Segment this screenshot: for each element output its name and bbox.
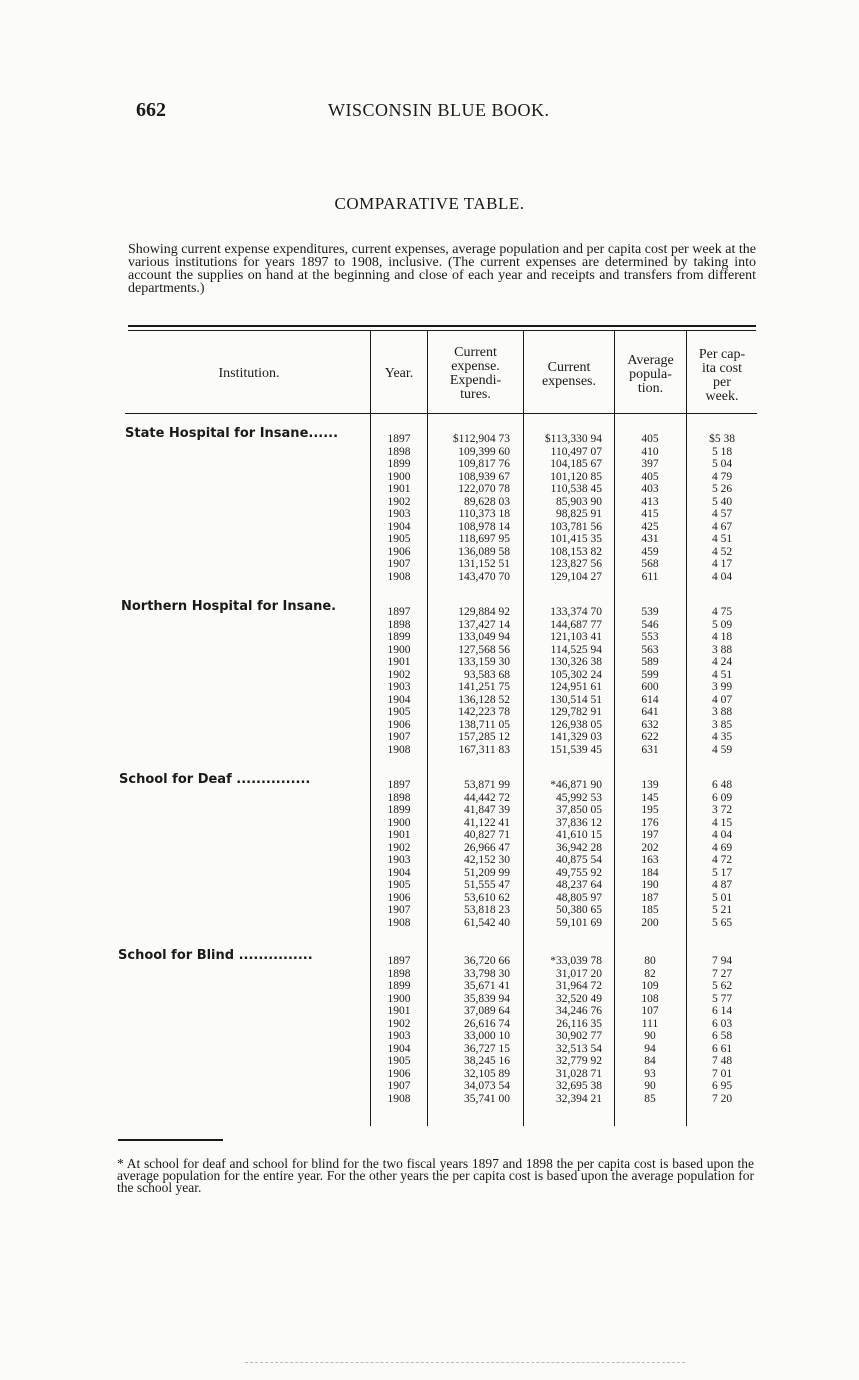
institution-label: State Hospital for Insane...... <box>125 426 339 441</box>
cell-population: 397 <box>641 458 659 470</box>
table-title: COMPARATIVE TABLE. <box>334 194 525 213</box>
column-divider <box>523 331 524 1126</box>
cell-expenses: 37,836 12 <box>556 816 602 829</box>
cell-expenditures: 157,285 12 <box>458 731 510 743</box>
cell-expenditures: 89,628 03 <box>464 495 510 508</box>
cell-expenses: 105,302 24 <box>550 668 602 681</box>
cell-expenses: 98,825 91 <box>556 508 602 520</box>
cell-expenses: 26,116 35 <box>556 1017 602 1030</box>
cell-expenditures: 127,568 56 <box>458 643 510 656</box>
cell-per-capita: 5 65 <box>711 916 733 929</box>
cell-year: 1907 <box>387 731 411 743</box>
cell-population: 108 <box>641 992 659 1005</box>
cell-population: 631 <box>641 743 659 756</box>
cell-per-capita: 4 79 <box>711 470 733 483</box>
cell-year: 1906 <box>387 1067 411 1080</box>
cell-expenses: 123,827 56 <box>550 558 602 570</box>
cell-per-capita: 7 48 <box>711 1055 733 1067</box>
cell-population: 614 <box>641 693 659 706</box>
cell-per-capita: 4 35 <box>711 731 733 743</box>
cell-expenses: 30,902 77 <box>556 1030 602 1042</box>
cell-per-capita: 5 18 <box>711 445 733 458</box>
cell-expenses: 103,781 56 <box>550 520 602 533</box>
institution-label: School for Blind ............... <box>118 948 313 963</box>
cell-population: 195 <box>641 804 659 816</box>
cell-expenditures: 109,817 76 <box>458 458 510 470</box>
cell-expenses: 108,153 82 <box>550 545 602 558</box>
cell-per-capita: 4 07 <box>711 693 733 706</box>
cell-expenditures: 141,251 75 <box>458 681 510 693</box>
cell-per-capita: 4 67 <box>711 520 733 533</box>
cell-population: 431 <box>641 533 659 545</box>
cell-per-capita: 4 24 <box>711 656 733 668</box>
cell-year: 1903 <box>387 508 411 520</box>
cell-expenses: 126,938 05 <box>550 718 602 731</box>
cell-population: 139 <box>641 779 659 791</box>
cell-year: 1897 <box>387 779 411 791</box>
cell-year: 1901 <box>387 1005 411 1017</box>
institution-label: School for Deaf ............... <box>119 772 311 787</box>
cell-expenses: 31,017 20 <box>556 967 602 980</box>
cell-per-capita: 5 01 <box>711 891 733 904</box>
cell-per-capita: 5 21 <box>711 904 733 916</box>
cell-year: 1898 <box>387 618 411 631</box>
cell-year: 1899 <box>387 980 411 992</box>
cell-expenditures: 133,049 94 <box>458 631 510 643</box>
cell-population: 600 <box>641 681 659 693</box>
cell-year: 1908 <box>387 1092 411 1105</box>
cell-per-capita: 6 48 <box>711 779 733 791</box>
cell-population: 163 <box>641 854 659 866</box>
cell-expenditures: 138,711 05 <box>458 718 510 731</box>
cell-population: 197 <box>641 829 659 841</box>
cell-year: 1905 <box>387 533 411 545</box>
cell-expenditures: 122,070 78 <box>458 483 510 495</box>
cell-expenditures: 131,152 51 <box>458 558 510 570</box>
cell-expenses: 48,805 97 <box>556 891 602 904</box>
cell-expenditures: 35,839 94 <box>464 992 510 1005</box>
cell-year: 1897 <box>387 606 411 618</box>
cell-per-capita: 5 26 <box>711 483 733 495</box>
cell-population: 202 <box>641 841 659 854</box>
cell-expenses: 59,101 69 <box>556 916 602 929</box>
cell-expenses: 31,964 72 <box>556 980 602 992</box>
cell-expenditures: 44,442 72 <box>464 791 510 804</box>
cell-population: 425 <box>641 520 659 533</box>
cell-expenses: 32,695 38 <box>556 1080 602 1092</box>
cell-per-capita: 6 09 <box>711 791 733 804</box>
cell-expenses: 124,951 61 <box>550 681 602 693</box>
cell-per-capita: 5 04 <box>711 458 733 470</box>
cell-expenses: 129,104 27 <box>550 570 602 583</box>
cell-population: 611 <box>641 570 659 583</box>
cell-expenses: 32,779 92 <box>556 1055 602 1067</box>
column-divider <box>614 331 615 1126</box>
cell-per-capita: 5 17 <box>711 866 733 879</box>
cell-year: 1901 <box>387 656 411 668</box>
cell-population: 546 <box>641 618 659 631</box>
cell-expenses: 85,903 90 <box>556 495 602 508</box>
cell-per-capita: 7 94 <box>711 955 733 967</box>
cell-population: 568 <box>641 558 659 570</box>
cell-per-capita: 4 15 <box>711 816 733 829</box>
cell-population: 413 <box>641 495 659 508</box>
cell-per-capita: 4 69 <box>711 841 733 854</box>
cell-population: 176 <box>641 816 659 829</box>
cell-population: 84 <box>644 1055 656 1067</box>
cell-population: 190 <box>641 879 659 891</box>
table-top-rule <box>128 325 756 327</box>
cell-expenditures: 109,399 60 <box>458 445 510 458</box>
cell-expenses: 110,538 45 <box>550 483 602 495</box>
cell-expenditures: $112,904 73 <box>452 433 510 445</box>
cell-per-capita: 6 61 <box>711 1042 733 1055</box>
header-expenses: Current expenses. <box>541 360 597 389</box>
cell-year: 1902 <box>387 1017 411 1030</box>
header-expenditures: Current expense. Expendi- tures. <box>449 345 502 402</box>
intro-paragraph: Showing current expense expenditures, current expenses, average population and per capita cost per week at the various institutions for years 1897 to 1908, inclusive. (The current expenses are determined by taking into account the supplies on hand at the beginning and close of each year and receipts and transfers from different departments.) <box>128 242 756 296</box>
cell-expenses: 104,185 67 <box>550 458 602 470</box>
cell-per-capita: 6 95 <box>711 1080 733 1092</box>
cell-per-capita: 4 72 <box>711 854 733 866</box>
cell-per-capita: 4 52 <box>711 545 733 558</box>
cell-expenditures: 108,978 14 <box>458 520 510 533</box>
cell-year: 1901 <box>387 829 411 841</box>
cell-expenditures: 41,847 39 <box>464 804 510 816</box>
cell-population: 107 <box>641 1005 659 1017</box>
cell-year: 1905 <box>387 879 411 891</box>
cell-expenditures: 53,871 99 <box>464 779 510 791</box>
cell-year: 1900 <box>387 992 411 1005</box>
cell-per-capita: 5 40 <box>711 495 733 508</box>
cell-year: 1906 <box>387 718 411 731</box>
cell-per-capita: 3 88 <box>711 706 733 718</box>
cell-expenses: 130,514 51 <box>550 693 602 706</box>
cell-expenditures: 33,000 10 <box>464 1030 510 1042</box>
cell-expenditures: 35,741 00 <box>464 1092 510 1105</box>
cell-year: 1904 <box>387 520 411 533</box>
header-bottom-rule <box>125 413 757 414</box>
cell-expenditures: 33,798 30 <box>464 967 510 980</box>
cell-per-capita: 7 27 <box>711 967 733 980</box>
cell-expenditures: 108,939 67 <box>458 470 510 483</box>
cell-year: 1904 <box>387 866 411 879</box>
cell-population: 185 <box>641 904 659 916</box>
cell-year: 1899 <box>387 631 411 643</box>
cell-population: 93 <box>644 1067 656 1080</box>
cell-per-capita: 4 04 <box>711 570 733 583</box>
cell-expenses: $113,330 94 <box>544 433 602 445</box>
cell-expenses: 121,103 41 <box>550 631 602 643</box>
cell-population: 90 <box>644 1080 656 1092</box>
cell-year: 1907 <box>387 1080 411 1092</box>
cell-population: 539 <box>641 606 659 618</box>
cell-year: 1902 <box>387 495 411 508</box>
cell-per-capita: 3 99 <box>711 681 733 693</box>
cell-per-capita: 4 75 <box>711 606 733 618</box>
header-year: Year. <box>384 366 414 381</box>
cell-population: 80 <box>644 955 656 967</box>
cell-per-capita: 6 03 <box>711 1017 733 1030</box>
cell-population: 90 <box>644 1030 656 1042</box>
cell-per-capita: 4 59 <box>711 743 733 756</box>
cell-per-capita: 4 04 <box>711 829 733 841</box>
cell-expenditures: 34,073 54 <box>464 1080 510 1092</box>
cell-per-capita: 7 01 <box>711 1067 733 1080</box>
cell-year: 1898 <box>387 445 411 458</box>
cell-expenditures: 129,884 92 <box>458 606 510 618</box>
footnote-rule <box>118 1139 223 1141</box>
cell-year: 1900 <box>387 816 411 829</box>
cell-population: 415 <box>641 508 659 520</box>
cell-year: 1902 <box>387 668 411 681</box>
cell-year: 1906 <box>387 545 411 558</box>
cell-per-capita: 4 87 <box>711 879 733 891</box>
cell-year: 1900 <box>387 643 411 656</box>
cell-per-capita: 3 72 <box>711 804 733 816</box>
cell-population: 403 <box>641 483 659 495</box>
cell-expenses: 31,028 71 <box>556 1067 602 1080</box>
cell-population: 632 <box>641 718 659 731</box>
cell-expenses: 101,120 85 <box>550 470 602 483</box>
cell-expenses: 144,687 77 <box>550 618 602 631</box>
cell-expenditures: 51,555 47 <box>464 879 510 891</box>
cell-population: 553 <box>641 631 659 643</box>
cell-expenses: 129,782 91 <box>550 706 602 718</box>
cell-per-capita: 3 88 <box>711 643 733 656</box>
cell-year: 1904 <box>387 693 411 706</box>
cell-year: 1897 <box>387 433 411 445</box>
cell-per-capita: 5 77 <box>711 992 733 1005</box>
cell-expenses: 101,415 35 <box>550 533 602 545</box>
cell-expenses: 32,394 21 <box>556 1092 602 1105</box>
cell-year: 1908 <box>387 570 411 583</box>
cell-expenses: 110,497 07 <box>550 445 602 458</box>
cell-population: 184 <box>641 866 659 879</box>
cell-expenditures: 53,610 62 <box>464 891 510 904</box>
cell-year: 1908 <box>387 916 411 929</box>
cell-expenditures: 53,818 23 <box>464 904 510 916</box>
cell-year: 1905 <box>387 706 411 718</box>
cell-year: 1898 <box>387 791 411 804</box>
cell-expenses: 130,326 38 <box>550 656 602 668</box>
cell-per-capita: 6 14 <box>711 1005 733 1017</box>
cell-expenses: 141,329 03 <box>550 731 602 743</box>
cell-year: 1908 <box>387 743 411 756</box>
header-institution: Institution. <box>218 366 280 381</box>
cell-expenditures: 110,373 18 <box>458 508 510 520</box>
cell-expenditures: 41,122 41 <box>464 816 510 829</box>
cell-expenses: 114,525 94 <box>550 643 602 656</box>
column-divider <box>427 331 428 1126</box>
cell-per-capita: 4 18 <box>711 631 733 643</box>
cell-population: 145 <box>641 791 659 804</box>
cell-year: 1903 <box>387 681 411 693</box>
cell-population: 589 <box>641 656 659 668</box>
cell-per-capita: 4 51 <box>711 533 733 545</box>
institution-label: Northern Hospital for Insane. <box>121 599 337 614</box>
cell-expenses: 45,992 53 <box>556 791 602 804</box>
cell-expenditures: 93,583 68 <box>464 668 510 681</box>
cell-expenses: 133,374 70 <box>550 606 602 618</box>
cell-per-capita: 6 58 <box>711 1030 733 1042</box>
column-divider <box>370 331 371 1126</box>
cell-expenditures: 118,697 95 <box>458 533 510 545</box>
cell-year: 1899 <box>387 804 411 816</box>
cell-year: 1903 <box>387 854 411 866</box>
cell-expenses: *46,871 90 <box>550 779 602 791</box>
cell-year: 1903 <box>387 1030 411 1042</box>
cell-expenses: *33,039 78 <box>550 955 602 967</box>
header-per-capita: Per cap- ita cost per week. <box>698 347 746 404</box>
cell-expenditures: 36,720 66 <box>464 955 510 967</box>
cell-expenditures: 26,966 47 <box>464 841 510 854</box>
cell-year: 1907 <box>387 558 411 570</box>
cell-population: 459 <box>641 545 659 558</box>
cell-expenses: 50,380 65 <box>556 904 602 916</box>
cell-expenditures: 143,470 70 <box>458 570 510 583</box>
cell-expenditures: 40,827 71 <box>464 829 510 841</box>
cell-expenditures: 61,542 40 <box>464 916 510 929</box>
cell-expenses: 34,246 76 <box>556 1005 602 1017</box>
cell-population: 622 <box>641 731 659 743</box>
cell-per-capita: $5 38 <box>709 433 735 445</box>
cell-population: 200 <box>641 916 659 929</box>
cell-year: 1904 <box>387 1042 411 1055</box>
cell-year: 1906 <box>387 891 411 904</box>
cell-year: 1900 <box>387 470 411 483</box>
cell-expenditures: 51,209 99 <box>464 866 510 879</box>
cell-expenses: 151,539 45 <box>550 743 602 756</box>
cell-per-capita: 3 85 <box>711 718 733 731</box>
cell-year: 1901 <box>387 483 411 495</box>
cell-population: 94 <box>644 1042 656 1055</box>
cell-expenses: 41,610 15 <box>556 829 602 841</box>
cell-population: 111 <box>641 1017 659 1030</box>
cell-population: 563 <box>641 643 659 656</box>
cell-population: 109 <box>641 980 659 992</box>
page-number: 662 <box>136 99 166 121</box>
cell-year: 1907 <box>387 904 411 916</box>
cell-per-capita: 4 57 <box>711 508 733 520</box>
footnote: * At school for deaf and school for blind for the two fiscal years 1897 and 1898 the per capita cost is based upon the average population for the entire year. For the other years the per capita cost is based upon the average population for the school year. <box>117 1156 754 1195</box>
cell-expenditures: 136,089 58 <box>458 545 510 558</box>
cell-population: 82 <box>644 967 656 980</box>
cell-year: 1897 <box>387 955 411 967</box>
cell-year: 1899 <box>387 458 411 470</box>
cell-expenses: 32,513 54 <box>556 1042 602 1055</box>
cell-year: 1902 <box>387 841 411 854</box>
cell-expenditures: 136,128 52 <box>458 693 510 706</box>
cell-expenditures: 142,223 78 <box>458 706 510 718</box>
cell-per-capita: 7 20 <box>711 1092 733 1105</box>
footer-dashes <box>245 1362 685 1363</box>
cell-expenses: 32,520 49 <box>556 992 602 1005</box>
cell-expenditures: 37,089 64 <box>464 1005 510 1017</box>
cell-expenses: 37,850 05 <box>556 804 602 816</box>
cell-expenditures: 36,727 15 <box>464 1042 510 1055</box>
header-population: Average popula- tion. <box>627 353 674 396</box>
cell-expenditures: 35,671 41 <box>464 980 510 992</box>
cell-expenses: 36,942 28 <box>556 841 602 854</box>
cell-expenditures: 32,105 89 <box>464 1067 510 1080</box>
cell-population: 405 <box>641 433 659 445</box>
column-divider <box>686 331 687 1126</box>
cell-expenditures: 42,152 30 <box>464 854 510 866</box>
cell-year: 1898 <box>387 967 411 980</box>
running-head: WISCONSIN BLUE BOOK. <box>328 100 550 120</box>
cell-expenditures: 137,427 14 <box>458 618 510 631</box>
cell-population: 187 <box>641 891 659 904</box>
cell-population: 599 <box>641 668 659 681</box>
cell-population: 641 <box>641 706 659 718</box>
cell-expenditures: 133,159 30 <box>458 656 510 668</box>
cell-population: 405 <box>641 470 659 483</box>
table-top-rule-thin <box>128 330 756 331</box>
cell-expenditures: 26,616 74 <box>464 1017 510 1030</box>
cell-per-capita: 4 51 <box>711 668 733 681</box>
cell-expenses: 49,755 92 <box>556 866 602 879</box>
cell-year: 1905 <box>387 1055 411 1067</box>
cell-population: 410 <box>641 445 659 458</box>
cell-per-capita: 5 09 <box>711 618 733 631</box>
cell-expenses: 40,875 54 <box>556 854 602 866</box>
cell-expenditures: 38,245 16 <box>464 1055 510 1067</box>
cell-per-capita: 4 17 <box>711 558 733 570</box>
cell-expenditures: 167,311 83 <box>458 743 510 756</box>
cell-expenses: 48,237 64 <box>556 879 602 891</box>
cell-per-capita: 5 62 <box>711 980 733 992</box>
cell-population: 85 <box>644 1092 656 1105</box>
